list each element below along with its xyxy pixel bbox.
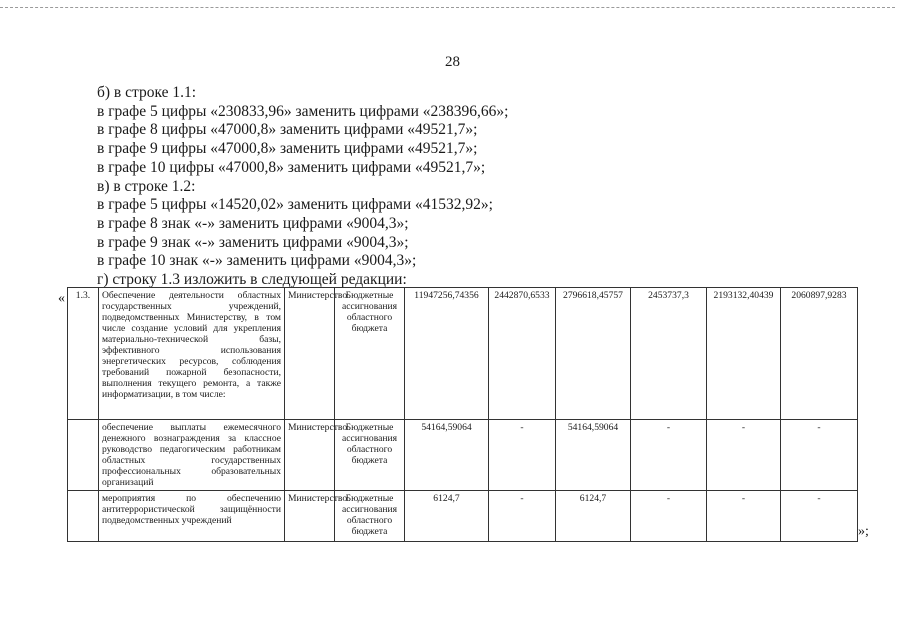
table-row [68,420,858,491]
row-source: Бюджетные ассигнования областного бюджета [335,288,405,420]
row-source: Бюджетные ассигнования областного бюджета [335,491,405,542]
row-value: 2796618,45757 [556,288,631,420]
row-description: обеспечение выплаты ежемесячного денежного вознаграждения за классное руководство педагогическим работникам областных государственных профессиональных образовательных организаций [99,420,285,491]
row-value: 2193132,40439 [707,288,781,420]
row-source: Бюджетные ассигнования областного бюджета [335,420,405,491]
row-description: Обеспечение деятельности областных государственных учреждений, подведомственных Министерству, в том числе создание условий для укрепления материально-технической базы, эффективного использования энергетических ресурсов, соблюдения требований пожарной безопасности, выполнения текущего ремонта, а также информатизации, в том числе: [99,288,285,420]
amendment-text [97,84,797,290]
row-value: - [781,491,858,542]
page-number: 28 [445,54,460,70]
amendment-table [67,287,858,542]
paragraph: в графе 8 знак «-» заменить цифрами «9004,3»; [97,214,409,232]
row-value: - [489,491,556,542]
paragraph: в графе 10 цифры «47000,8» заменить цифрами «49521,7»; [97,158,486,176]
paragraph: в графе 5 цифры «230833,96» заменить цифрами «238396,66»; [97,102,509,120]
row-value: 11947256,74356 [405,288,489,420]
row-value: - [631,491,707,542]
paragraph: в графе 8 цифры «47000,8» заменить цифрами «49521,7»; [97,121,478,139]
table-row [68,491,858,542]
row-number [68,491,99,542]
row-value: 6124,7 [556,491,631,542]
open-quote: « [58,291,65,306]
close-quote: »; [858,524,869,539]
row-value: 6124,7 [405,491,489,542]
paragraph: б) в строке 1.1: [97,84,197,101]
row-value: - [707,491,781,542]
paragraph: в графе 9 знак «-» заменить цифрами «9004,3»; [97,233,409,251]
paragraph: в графе 10 знак «-» заменить цифрами «9004,3»; [97,252,417,270]
row-value: 2060897,9283 [781,288,858,420]
row-value: - [489,420,556,491]
row-description: мероприятия по обеспечению антитеррористической защищённости подведомственных учреждений [99,491,285,542]
row-value: - [707,420,781,491]
row-executor: Министерство [285,491,335,542]
row-executor: Министерство [285,288,335,420]
paragraph: в) в строке 1.2: [97,177,196,195]
row-number [68,420,99,491]
paragraph: в графе 9 цифры «47000,8» заменить цифрами «49521,7»; [97,140,478,158]
top-scan-border [0,7,895,8]
row-number: 1.3. [68,288,99,420]
paragraph: в графе 5 цифры «14520,02» заменить цифрами «41532,92»; [97,196,493,214]
row-value: 54164,59064 [405,420,489,491]
row-value: 54164,59064 [556,420,631,491]
row-value: 2453737,3 [631,288,707,420]
table-row [68,288,858,420]
row-value: - [781,420,858,491]
row-value: 2442870,6533 [489,288,556,420]
row-executor: Министерство [285,420,335,491]
paragraph: г) строку 1.3 изложить в следующей редакции: [97,271,407,289]
row-value: - [631,420,707,491]
